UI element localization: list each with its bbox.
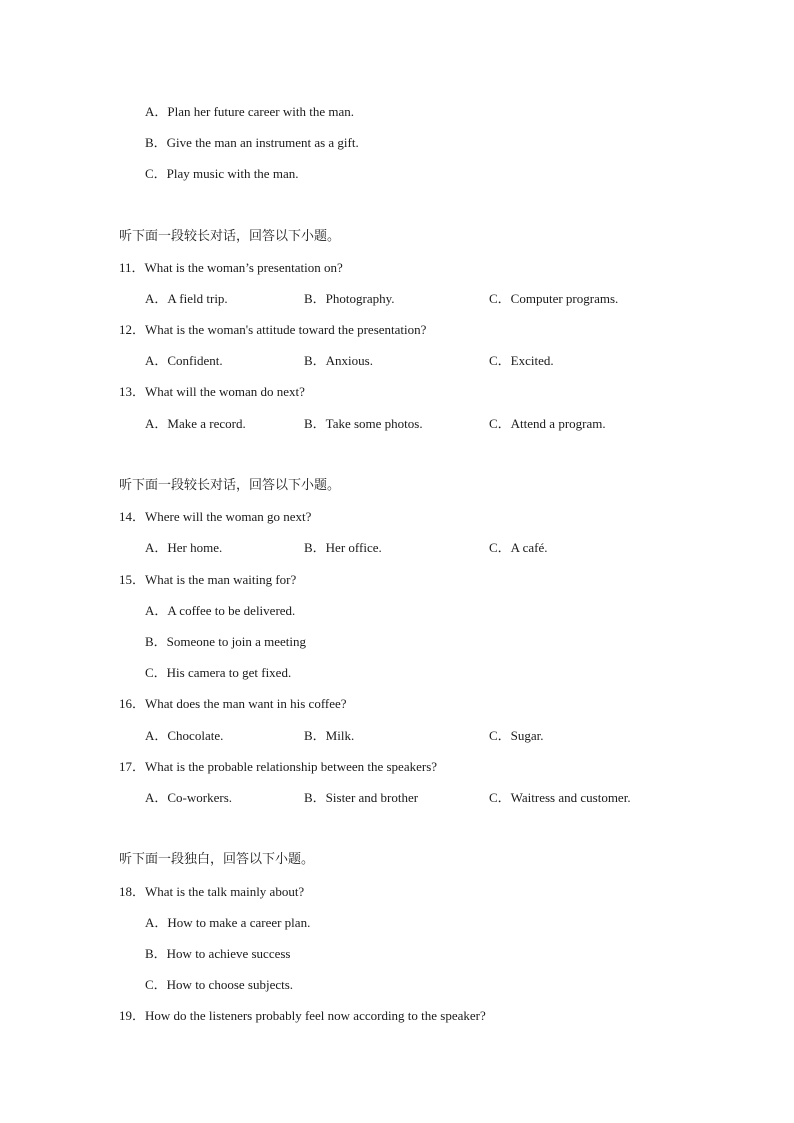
option-b: B．Take some photos. xyxy=(304,416,423,431)
option-a: A．How to make a career plan. xyxy=(145,915,311,930)
option-a: A．Co-workers. xyxy=(145,790,233,805)
question-15: 15．What is the man waiting for? xyxy=(119,572,297,587)
option-a: A．A field trip. xyxy=(145,291,228,306)
option-c: C．His camera to get fixed. xyxy=(145,665,292,680)
option-b: B．Someone to join a meeting xyxy=(145,634,307,649)
question-19: 19．How do the listeners probably feel now according to the speaker? xyxy=(119,1008,486,1023)
question-11: 11．What is the woman’s presentation on? xyxy=(119,260,343,275)
question-18: 18．What is the talk mainly about? xyxy=(119,884,305,899)
option-c: C．Sugar. xyxy=(489,728,544,743)
option-a: A．Chocolate. xyxy=(145,728,224,743)
section-heading: 听下面一段较长对话，回答以下小题。 xyxy=(119,478,341,493)
option-c: C．Play music with the man. xyxy=(145,166,299,181)
option-a: A．Plan her future career with the man. xyxy=(145,104,355,119)
option-c: C．A café. xyxy=(489,540,548,555)
question-12: 12．What is the woman's attitude toward the presentation? xyxy=(119,322,427,337)
option-b: B．Give the man an instrument as a gift. xyxy=(145,135,359,150)
option-a: A．Her home. xyxy=(145,540,223,555)
option-c: C．Excited. xyxy=(489,353,554,368)
section-heading: 听下面一段独白，回答以下小题。 xyxy=(119,852,315,867)
option-b: B．Sister and brother xyxy=(304,790,419,805)
option-c: C．Computer programs. xyxy=(489,291,619,306)
option-b: B．Anxious. xyxy=(304,353,373,368)
section-heading: 听下面一段较长对话，回答以下小题。 xyxy=(119,229,341,244)
question-13: 13．What will the woman do next? xyxy=(119,384,305,399)
question-14: 14．Where will the woman go next? xyxy=(119,509,312,524)
option-a: A．Confident. xyxy=(145,353,223,368)
option-c: C．How to choose subjects. xyxy=(145,977,294,992)
option-b: B．Photography. xyxy=(304,291,395,306)
question-17: 17．What is the probable relationship between the speakers? xyxy=(119,759,438,774)
option-b: B．How to achieve success xyxy=(145,946,291,961)
option-b: B．Milk. xyxy=(304,728,355,743)
option-b: B．Her office. xyxy=(304,540,382,555)
option-a: A．A coffee to be delivered. xyxy=(145,603,296,618)
option-c: C．Attend a program. xyxy=(489,416,606,431)
option-c: C．Waitress and customer. xyxy=(489,790,631,805)
question-16: 16．What does the man want in his coffee? xyxy=(119,696,347,711)
option-a: A．Make a record. xyxy=(145,416,246,431)
